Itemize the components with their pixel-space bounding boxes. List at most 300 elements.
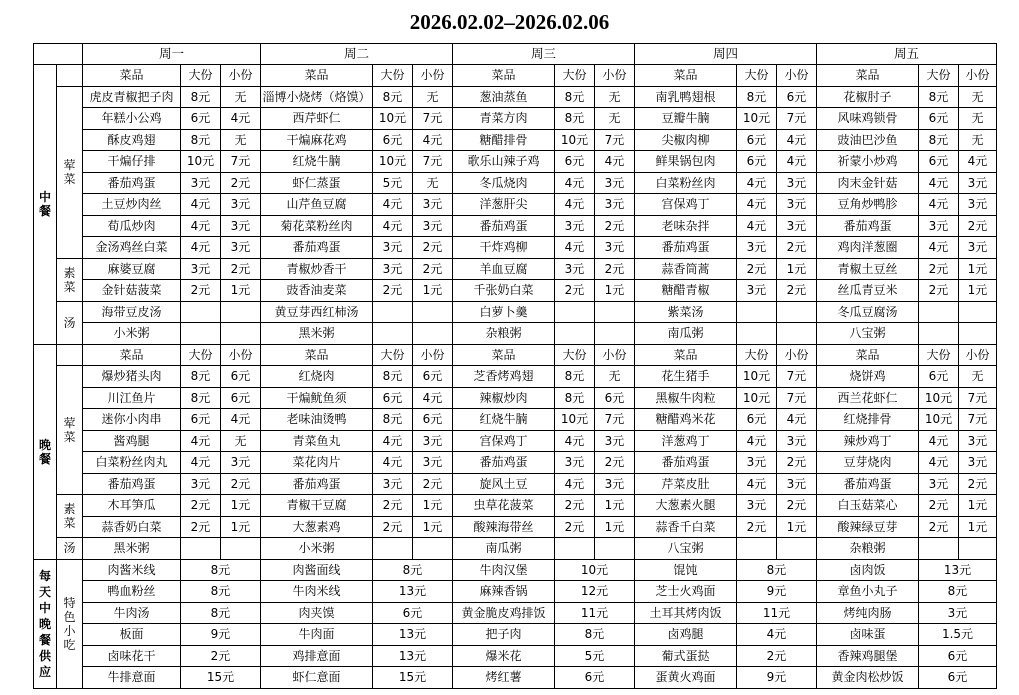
blank-cell <box>181 301 221 323</box>
price-large: 2元 <box>555 516 595 538</box>
price-small: 4元 <box>595 151 635 173</box>
dish-name: 红烧排骨 <box>817 409 919 431</box>
price-large: 10元 <box>737 366 777 388</box>
price-small: 2元 <box>777 237 817 259</box>
price-small: 2元 <box>777 280 817 302</box>
dish-name: 芝香烤鸡翅 <box>453 366 555 388</box>
price-small: 无 <box>413 86 453 108</box>
dish-header: 菜品 <box>83 65 181 87</box>
snack-name: 牛肉汉堡 <box>453 559 555 581</box>
small-header: 小份 <box>595 344 635 366</box>
price-small: 1元 <box>777 258 817 280</box>
price-small: 3元 <box>221 237 261 259</box>
price-small: 6元 <box>595 387 635 409</box>
price-large: 6元 <box>919 151 959 173</box>
price-small: 2元 <box>595 258 635 280</box>
snack-price: 8元 <box>181 581 261 603</box>
price-small: 3元 <box>777 172 817 194</box>
price-large: 4元 <box>737 215 777 237</box>
daily-section-label: 每 天 中 晚 餐 供 应 <box>34 559 57 688</box>
price-large: 8元 <box>181 86 221 108</box>
price-large: 3元 <box>373 237 413 259</box>
large-header: 大份 <box>373 65 413 87</box>
blank-cell <box>737 538 777 560</box>
blank-cell <box>919 323 959 345</box>
dish-name: 红烧牛腩 <box>261 151 373 173</box>
price-small: 无 <box>959 86 997 108</box>
large-header: 大份 <box>555 65 595 87</box>
dinner-veg-row <box>34 516 997 538</box>
price-small: 无 <box>959 129 997 151</box>
dish-name: 西兰花虾仁 <box>817 387 919 409</box>
dinner-meat-label: 荤 菜 <box>57 366 83 495</box>
snack-price: 6元 <box>919 667 997 689</box>
lunch-meat-row <box>34 86 997 108</box>
price-large: 4元 <box>919 172 959 194</box>
dish-header: 菜品 <box>261 65 373 87</box>
price-small: 2元 <box>595 452 635 474</box>
dinner-meat-row <box>34 387 997 409</box>
blank-cell <box>595 323 635 345</box>
dish-header: 菜品 <box>635 65 737 87</box>
price-small: 3元 <box>221 215 261 237</box>
dish-name: 祈蒙小炒鸡 <box>817 151 919 173</box>
price-large: 3元 <box>373 258 413 280</box>
blank-cell <box>181 323 221 345</box>
price-large: 6元 <box>737 151 777 173</box>
dish-header: 菜品 <box>817 344 919 366</box>
dish-name: 酸辣绿豆芽 <box>817 516 919 538</box>
blank-cell <box>413 538 453 560</box>
snack-price: 8元 <box>181 602 261 624</box>
lunch-meat-row <box>34 129 997 151</box>
soup-name: 南瓜粥 <box>453 538 555 560</box>
snack-name: 馄饨 <box>635 559 737 581</box>
dish-name: 洋葱肝尖 <box>453 194 555 216</box>
snack-name: 肉酱面线 <box>261 559 373 581</box>
blank-cell <box>57 65 83 87</box>
snack-name: 麻辣香锅 <box>453 581 555 603</box>
price-large: 6元 <box>919 366 959 388</box>
snack-name: 牛排意面 <box>83 667 181 689</box>
price-large: 10元 <box>555 409 595 431</box>
price-large: 2元 <box>373 516 413 538</box>
dish-name: 荀瓜炒肉 <box>83 215 181 237</box>
price-large: 4元 <box>555 430 595 452</box>
price-small: 7元 <box>777 108 817 130</box>
dish-name: 辣炒鸡丁 <box>817 430 919 452</box>
price-large: 3元 <box>737 237 777 259</box>
price-large: 4元 <box>737 473 777 495</box>
dish-name: 花生猪手 <box>635 366 737 388</box>
price-large: 4元 <box>555 194 595 216</box>
price-large: 4元 <box>373 194 413 216</box>
large-header: 大份 <box>737 65 777 87</box>
price-small: 6元 <box>221 366 261 388</box>
dish-name: 黑椒牛肉粒 <box>635 387 737 409</box>
small-header: 小份 <box>959 65 997 87</box>
price-small: 2元 <box>959 215 997 237</box>
price-large: 4元 <box>181 215 221 237</box>
snack-price: 15元 <box>373 667 453 689</box>
soup-name: 黄豆芽西红柿汤 <box>261 301 373 323</box>
dish-name: 番茄鸡蛋 <box>83 473 181 495</box>
dish-name: 豉油巴沙鱼 <box>817 129 919 151</box>
dish-name: 青椒土豆丝 <box>817 258 919 280</box>
price-large: 2元 <box>181 280 221 302</box>
soup-name: 冬瓜豆腐汤 <box>817 301 919 323</box>
price-small: 2元 <box>221 172 261 194</box>
snack-name: 爆米花 <box>453 645 555 667</box>
price-large: 2元 <box>373 280 413 302</box>
price-small: 2元 <box>413 258 453 280</box>
blank-cell <box>919 301 959 323</box>
snack-price: 11元 <box>737 602 817 624</box>
price-large: 2元 <box>373 495 413 517</box>
price-small: 6元 <box>413 409 453 431</box>
lunch-veg-row <box>34 258 997 280</box>
price-small: 2元 <box>413 237 453 259</box>
price-small: 7元 <box>413 108 453 130</box>
price-small: 3元 <box>595 194 635 216</box>
dish-name: 迷你小肉串 <box>83 409 181 431</box>
price-small: 1元 <box>595 280 635 302</box>
price-small: 3元 <box>595 473 635 495</box>
price-small: 1元 <box>221 495 261 517</box>
soup-name: 杂粮粥 <box>817 538 919 560</box>
snack-price: 12元 <box>555 581 635 603</box>
snack-name: 牛肉汤 <box>83 602 181 624</box>
price-large: 8元 <box>555 108 595 130</box>
price-small: 1元 <box>959 516 997 538</box>
snack-row <box>34 667 997 689</box>
price-small: 4元 <box>413 387 453 409</box>
snack-name: 卤肉饭 <box>817 559 919 581</box>
price-small: 2元 <box>413 473 453 495</box>
snack-name: 肉夹馍 <box>261 602 373 624</box>
snack-name: 芝士火鸡面 <box>635 581 737 603</box>
dish-name: 宫保鸡丁 <box>453 430 555 452</box>
snack-name: 葡式蛋挞 <box>635 645 737 667</box>
price-small: 1元 <box>413 516 453 538</box>
small-header: 小份 <box>221 344 261 366</box>
price-large: 8元 <box>919 129 959 151</box>
price-large: 3元 <box>555 258 595 280</box>
price-large: 4元 <box>373 215 413 237</box>
price-small: 7元 <box>959 409 997 431</box>
dish-header: 菜品 <box>261 344 373 366</box>
blank-cell <box>221 538 261 560</box>
dish-name: 青椒干豆腐 <box>261 495 373 517</box>
dish-name: 肉末金针菇 <box>817 172 919 194</box>
price-small: 3元 <box>413 215 453 237</box>
snack-price: 11元 <box>555 602 635 624</box>
price-large: 3元 <box>555 452 595 474</box>
dish-name: 山芹鱼豆腐 <box>261 194 373 216</box>
dish-name: 土豆炒肉丝 <box>83 194 181 216</box>
price-small: 7元 <box>777 366 817 388</box>
snack-name: 烤红薯 <box>453 667 555 689</box>
large-header: 大份 <box>919 65 959 87</box>
dish-name: 鸡肉洋葱圈 <box>817 237 919 259</box>
price-large: 4元 <box>919 430 959 452</box>
price-large: 6元 <box>181 409 221 431</box>
dish-header: 菜品 <box>83 344 181 366</box>
price-small: 6元 <box>413 366 453 388</box>
small-header: 小份 <box>777 344 817 366</box>
dish-name: 虎皮青椒把子肉 <box>83 86 181 108</box>
dish-name: 番茄鸡蛋 <box>635 452 737 474</box>
special-snack-label: 特 色 小 吃 <box>57 559 83 688</box>
dish-name: 白菜粉丝肉 <box>635 172 737 194</box>
price-large: 10元 <box>373 108 413 130</box>
large-header: 大份 <box>919 344 959 366</box>
dish-name: 番茄鸡蛋 <box>817 473 919 495</box>
lunch-meat-row <box>34 194 997 216</box>
price-small: 3元 <box>959 430 997 452</box>
dish-name: 番茄鸡蛋 <box>261 473 373 495</box>
snack-name: 卤鸡腿 <box>635 624 737 646</box>
price-large: 4元 <box>919 452 959 474</box>
snack-price: 13元 <box>373 645 453 667</box>
snack-row <box>34 581 997 603</box>
dinner-meat-row <box>34 473 997 495</box>
dish-name: 西芹虾仁 <box>261 108 373 130</box>
price-small: 4元 <box>959 151 997 173</box>
snack-price: 10元 <box>555 559 635 581</box>
snack-price: 2元 <box>181 645 261 667</box>
snack-price: 9元 <box>737 667 817 689</box>
blank-cell <box>959 301 997 323</box>
price-small: 2元 <box>221 258 261 280</box>
dish-name: 大葱素火腿 <box>635 495 737 517</box>
price-large: 6元 <box>373 387 413 409</box>
price-small: 6元 <box>221 387 261 409</box>
price-small: 无 <box>221 129 261 151</box>
dish-name: 菜花肉片 <box>261 452 373 474</box>
dish-name: 南乳鸭翅根 <box>635 86 737 108</box>
price-small: 1元 <box>595 495 635 517</box>
dish-name: 虾仁蒸蛋 <box>261 172 373 194</box>
dish-name: 酥皮鸡翅 <box>83 129 181 151</box>
price-large: 3元 <box>555 215 595 237</box>
price-large: 10元 <box>919 387 959 409</box>
snack-name: 香辣鸡腿堡 <box>817 645 919 667</box>
price-large: 4元 <box>181 194 221 216</box>
dish-header: 菜品 <box>453 344 555 366</box>
price-small: 无 <box>959 366 997 388</box>
price-large: 3元 <box>737 280 777 302</box>
corner-cell <box>34 44 83 65</box>
snack-name: 黄金肉松炒饭 <box>817 667 919 689</box>
price-small: 1元 <box>959 495 997 517</box>
snack-price: 9元 <box>181 624 261 646</box>
price-large: 8元 <box>181 129 221 151</box>
snack-name: 蛋黄火鸡面 <box>635 667 737 689</box>
price-large: 8元 <box>181 366 221 388</box>
dish-name: 番茄鸡蛋 <box>83 172 181 194</box>
lunch-soup-row <box>34 301 997 323</box>
dish-name: 豆芽烧肉 <box>817 452 919 474</box>
price-large: 6元 <box>737 129 777 151</box>
price-large: 3元 <box>373 473 413 495</box>
price-large: 8元 <box>373 409 413 431</box>
dish-name: 糖醋青椒 <box>635 280 737 302</box>
price-small: 无 <box>595 366 635 388</box>
large-header: 大份 <box>737 344 777 366</box>
price-small: 3元 <box>777 430 817 452</box>
dish-name: 麻婆豆腐 <box>83 258 181 280</box>
day-header-2: 周二 <box>261 44 453 65</box>
blank-cell <box>919 538 959 560</box>
blank-cell <box>555 323 595 345</box>
snack-name: 肉酱米线 <box>83 559 181 581</box>
price-large: 10元 <box>919 409 959 431</box>
price-small: 3元 <box>777 194 817 216</box>
price-large: 4元 <box>737 172 777 194</box>
dish-name: 宫保鸡丁 <box>635 194 737 216</box>
soup-name: 紫菜汤 <box>635 301 737 323</box>
dinner-meat-row <box>34 366 997 388</box>
price-large: 6元 <box>181 108 221 130</box>
price-large: 8元 <box>919 86 959 108</box>
price-small: 4元 <box>777 129 817 151</box>
snack-price: 6元 <box>555 667 635 689</box>
blank-cell <box>413 323 453 345</box>
snack-name: 黄金脆皮鸡排饭 <box>453 602 555 624</box>
large-header: 大份 <box>555 344 595 366</box>
snack-price: 13元 <box>919 559 997 581</box>
price-small: 3元 <box>595 430 635 452</box>
price-small: 4元 <box>777 151 817 173</box>
large-header: 大份 <box>181 344 221 366</box>
price-large: 5元 <box>373 172 413 194</box>
price-small: 7元 <box>595 129 635 151</box>
day-header-5: 周五 <box>817 44 997 65</box>
lunch-meat-row <box>34 172 997 194</box>
price-large: 4元 <box>373 430 413 452</box>
snack-row <box>34 624 997 646</box>
price-large: 4元 <box>555 473 595 495</box>
dish-name: 川江鱼片 <box>83 387 181 409</box>
page-title: 2026.02.02–2026.02.06 <box>409 10 610 34</box>
blank-cell <box>777 301 817 323</box>
small-header: 小份 <box>959 344 997 366</box>
price-small: 4元 <box>413 129 453 151</box>
price-large: 2元 <box>181 495 221 517</box>
weekly-menu-table <box>33 43 997 689</box>
price-small: 3元 <box>959 452 997 474</box>
soup-name: 小米粥 <box>83 323 181 345</box>
price-small: 2元 <box>221 473 261 495</box>
blank-cell <box>959 538 997 560</box>
price-small: 1元 <box>777 516 817 538</box>
price-large: 10元 <box>555 129 595 151</box>
snack-name: 土耳其烤肉饭 <box>635 602 737 624</box>
blank-cell <box>555 538 595 560</box>
blank-cell <box>959 323 997 345</box>
snack-price: 8元 <box>373 559 453 581</box>
price-large: 6元 <box>919 108 959 130</box>
dish-name: 蒜香千白菜 <box>635 516 737 538</box>
price-large: 2元 <box>737 516 777 538</box>
dish-name: 干煸麻花鸡 <box>261 129 373 151</box>
price-large: 8元 <box>181 387 221 409</box>
price-large: 8元 <box>555 387 595 409</box>
snack-name: 鸭血粉丝 <box>83 581 181 603</box>
snack-price: 8元 <box>555 624 635 646</box>
dish-name: 金汤鸡丝白菜 <box>83 237 181 259</box>
blank-cell <box>595 538 635 560</box>
snack-price: 2元 <box>737 645 817 667</box>
price-large: 2元 <box>555 280 595 302</box>
dish-name: 番茄鸡蛋 <box>453 215 555 237</box>
lunch-section-label: 中 餐 <box>34 65 57 345</box>
dish-name: 菊花菜粉丝肉 <box>261 215 373 237</box>
dish-name: 羊血豆腐 <box>453 258 555 280</box>
price-small: 3元 <box>413 430 453 452</box>
price-small: 7元 <box>959 387 997 409</box>
price-small: 4元 <box>221 108 261 130</box>
price-small: 无 <box>595 108 635 130</box>
price-small: 7元 <box>777 387 817 409</box>
price-small: 4元 <box>221 409 261 431</box>
dish-name: 红烧肉 <box>261 366 373 388</box>
price-large: 3元 <box>919 473 959 495</box>
lunch-veg-row <box>34 280 997 302</box>
dish-name: 淄博小烧烤（烙馍） <box>261 86 373 108</box>
price-small: 1元 <box>413 495 453 517</box>
price-small: 6元 <box>777 86 817 108</box>
lunch-soup-label: 汤 <box>57 301 83 344</box>
dish-name: 蒜香奶白菜 <box>83 516 181 538</box>
price-large: 8元 <box>555 366 595 388</box>
dish-name: 白菜粉丝肉丸 <box>83 452 181 474</box>
dish-name: 番茄鸡蛋 <box>817 215 919 237</box>
snack-price: 13元 <box>373 581 453 603</box>
blank-cell <box>595 301 635 323</box>
price-small: 3元 <box>413 194 453 216</box>
price-large: 8元 <box>555 86 595 108</box>
price-small: 7元 <box>595 409 635 431</box>
large-header: 大份 <box>373 344 413 366</box>
soup-name: 黑米粥 <box>83 538 181 560</box>
dish-name: 芹菜皮肚 <box>635 473 737 495</box>
dinner-soup-row <box>34 538 997 560</box>
price-small: 无 <box>959 108 997 130</box>
dish-name: 老味油烫鸭 <box>261 409 373 431</box>
price-large: 3元 <box>919 215 959 237</box>
dish-name: 歌乐山辣子鸡 <box>453 151 555 173</box>
dish-name: 花椒肘子 <box>817 86 919 108</box>
snack-name: 牛肉面 <box>261 624 373 646</box>
lunch-meat-row <box>34 215 997 237</box>
large-header: 大份 <box>181 65 221 87</box>
blank-cell <box>737 301 777 323</box>
price-large: 2元 <box>737 258 777 280</box>
snack-name: 烤纯肉肠 <box>817 602 919 624</box>
price-large: 4元 <box>555 237 595 259</box>
lunch-meat-label: 荤 菜 <box>57 86 83 258</box>
price-large: 2元 <box>181 516 221 538</box>
price-small: 1元 <box>413 280 453 302</box>
price-large: 3元 <box>181 172 221 194</box>
snack-price: 8元 <box>181 559 261 581</box>
price-small: 3元 <box>959 194 997 216</box>
price-large: 8元 <box>373 366 413 388</box>
dish-name: 洋葱鸡丁 <box>635 430 737 452</box>
dish-name: 爆炒猪头肉 <box>83 366 181 388</box>
